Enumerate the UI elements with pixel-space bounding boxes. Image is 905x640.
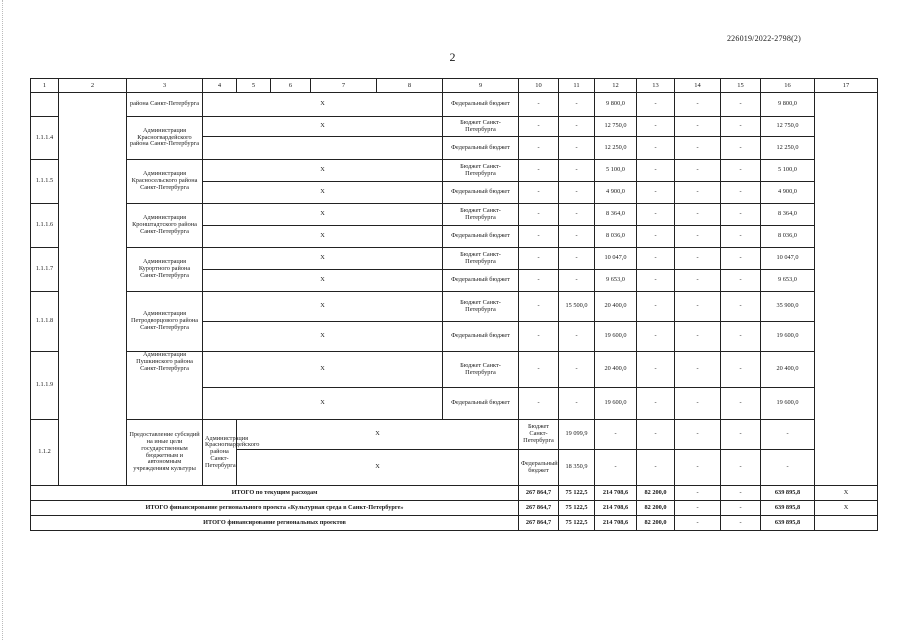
x-mark: X [815,486,878,501]
x-mark: X [203,292,443,322]
budget-source: Бюджет Санкт-Петербурга [443,204,519,226]
value-cell: - [559,352,595,388]
col-header: 10 [519,79,559,93]
col-header: 3 [127,79,203,93]
value-cell: 20 400,0 [595,352,637,388]
col-header: 14 [675,79,721,93]
budget-source: Бюджет Санкт-Петербурга [443,160,519,182]
total-value: 82 200,0 [637,486,675,501]
x-mark: X [203,352,443,388]
total-value: 639 895,8 [761,501,815,516]
item-number: 1.1.2 [31,420,59,486]
value-cell: - [559,117,595,137]
value-cell: - [519,204,559,226]
budget-source: Федеральный бюджет [443,93,519,117]
col-header: 11 [559,79,595,93]
budget-source: Федеральный бюджет [443,388,519,420]
value-cell: - [637,292,675,322]
value-cell: - [721,182,761,204]
value-cell: - [675,352,721,388]
x-mark: X [237,450,519,486]
table-row [31,420,878,450]
value-cell: - [761,450,815,486]
total-value: - [675,501,721,516]
value-cell: 20 400,0 [761,352,815,388]
org-cell: Администрация Петродворцового района Санкт-Петербурга [127,292,203,352]
value-cell: - [519,117,559,137]
table-row [31,117,878,137]
empty-cell [815,516,878,531]
col-header: 2 [59,79,127,93]
total-value: 267 864,7 [519,516,559,531]
value-cell: - [637,270,675,292]
total-value: 82 200,0 [637,516,675,531]
item-number: 1.1.1.5 [31,160,59,204]
value-cell: 12 250,0 [595,137,637,160]
x-mark: X [237,420,519,450]
total-value: 639 895,8 [761,486,815,501]
value-cell: 19 600,0 [761,388,815,420]
total-value: 75 122,5 [559,516,595,531]
value-cell: - [675,182,721,204]
value-cell: 9 800,0 [761,93,815,117]
value-cell: - [519,182,559,204]
x-mark [203,137,443,160]
value-cell: - [637,117,675,137]
value-cell: - [721,117,761,137]
value-cell: 12 750,0 [595,117,637,137]
value-cell: - [675,450,721,486]
value-cell: - [675,117,721,137]
budget-source: Федеральный бюджет [443,322,519,352]
x-mark: X [203,226,443,248]
col-header: 8 [377,79,443,93]
value-cell: 20 400,0 [595,292,637,322]
value-cell: - [637,182,675,204]
col-header: 7 [311,79,377,93]
value-cell: - [559,182,595,204]
value-cell: - [721,204,761,226]
col-header: 17 [815,79,878,93]
total-value: 75 122,5 [559,486,595,501]
value-cell: 19 600,0 [761,322,815,352]
x-mark: X [203,117,443,137]
value-cell: - [519,226,559,248]
col-header: 9 [443,79,519,93]
total-value: 214 708,6 [595,516,637,531]
value-cell: - [559,322,595,352]
value-cell: 8 036,0 [761,226,815,248]
value-cell: - [675,248,721,270]
col-header: 6 [271,79,311,93]
value-cell: - [721,137,761,160]
value-cell: - [675,292,721,322]
value-cell: - [559,204,595,226]
value-cell: - [761,420,815,450]
total-value: - [675,486,721,501]
item-number: 1.1.1.8 [31,292,59,352]
budget-source: Федеральный бюджет [443,182,519,204]
org-cell: Администрация Пушкинского района Санкт-Петербурга [127,352,203,420]
org-cell: Администрация Красногвардейского района Санкт-Петербурга [127,117,203,160]
x-mark: X [203,322,443,352]
value-cell: 19 099,9 [559,420,595,450]
value-cell: - [721,248,761,270]
table-row [31,248,878,270]
value-cell: 4 900,0 [595,182,637,204]
value-cell: - [721,352,761,388]
org-cell: Администрация Красносельского района Санкт-Петербурга [127,160,203,204]
table-row [31,352,878,388]
value-cell: - [637,450,675,486]
x-mark: X [815,501,878,516]
col-header: 1 [31,79,59,93]
value-cell: - [559,248,595,270]
column-number-row [31,79,878,93]
item-number: 1.1.1.9 [31,352,59,420]
value-cell: 8 364,0 [761,204,815,226]
value-cell: - [637,160,675,182]
value-cell: - [721,450,761,486]
total-value: - [675,516,721,531]
budget-source: Бюджет Санкт-Петербурга [443,117,519,137]
value-cell: - [559,93,595,117]
org-cell: Администрация Кронштадтского района Санкт-Петербурга [127,204,203,248]
value-cell: - [559,160,595,182]
value-cell: 9 653,0 [761,270,815,292]
value-cell: 15 500,0 [559,292,595,322]
value-cell: - [637,248,675,270]
total-value: 75 122,5 [559,501,595,516]
value-cell: - [637,322,675,352]
value-cell: - [675,93,721,117]
value-cell: - [637,226,675,248]
value-cell: - [637,420,675,450]
org-cell: района Санкт-Петербурга [127,93,203,117]
x-mark: X [203,270,443,292]
value-cell: - [595,450,637,486]
budget-table [30,78,878,531]
budget-source: Бюджет Санкт-Петербурга [443,292,519,322]
value-cell: 9 653,0 [595,270,637,292]
value-cell: - [519,93,559,117]
desc-cell: Предоставление субсидий на иные цели государственным бюджетным и автономным учреждениям культуры [127,420,203,486]
value-cell: 4 900,0 [761,182,815,204]
value-cell: 10 047,0 [595,248,637,270]
col-header: 15 [721,79,761,93]
value-cell: 12 750,0 [761,117,815,137]
value-cell: - [559,388,595,420]
x-mark: X [203,93,443,117]
budget-source: Федеральный бюджет [519,450,559,486]
total-value: 214 708,6 [595,501,637,516]
col-header: 13 [637,79,675,93]
col-header: 5 [237,79,271,93]
value-cell: - [721,388,761,420]
table-row [31,160,878,182]
x-mark: X [203,182,443,204]
col-header: 12 [595,79,637,93]
value-cell: 35 900,0 [761,292,815,322]
table-row [31,204,878,226]
value-cell: - [637,137,675,160]
total-value: 267 864,7 [519,486,559,501]
value-cell: - [721,160,761,182]
budget-source: Бюджет Санкт-Петербурга [443,352,519,388]
value-cell: - [519,270,559,292]
x-mark: X [203,204,443,226]
value-cell: - [675,322,721,352]
x-mark: X [203,388,443,420]
value-cell: - [675,226,721,248]
total-label: ИТОГО по текущим расходам [31,486,519,501]
x-mark: X [203,248,443,270]
item-number: 1.1.1.7 [31,248,59,292]
value-cell: - [637,352,675,388]
value-cell: - [721,93,761,117]
value-cell: 12 250,0 [761,137,815,160]
value-cell: - [675,420,721,450]
page-number: 2 [449,50,456,64]
value-cell: 18 350,9 [559,450,595,486]
budget-source: Бюджет Санкт-Петербурга [519,420,559,450]
budget-source: Федеральный бюджет [443,226,519,248]
value-cell: - [721,322,761,352]
value-cell: - [637,93,675,117]
table-row [31,292,878,322]
total-label: ИТОГО финансирование регионального проекта «Культурная среда в Санкт-Петербурге» [31,501,519,516]
value-cell: 9 800,0 [595,93,637,117]
org-cell: Администрация Курортного района Санкт-Петербурга [127,248,203,292]
value-cell: 5 100,0 [761,160,815,182]
value-cell: - [721,292,761,322]
col-header: 16 [761,79,815,93]
value-cell: - [675,388,721,420]
total-row [31,486,878,501]
total-value: - [721,516,761,531]
value-cell: 8 036,0 [595,226,637,248]
org-cell: Администрация Красногвардейского района Санкт-Петербурга [203,420,237,486]
value-cell: - [519,352,559,388]
value-cell: - [519,160,559,182]
value-cell: - [559,226,595,248]
document-id: 226019/2022-2798(2) [726,34,801,43]
total-value: 267 864,7 [519,501,559,516]
x-mark: X [203,160,443,182]
value-cell: - [675,160,721,182]
value-cell: 19 600,0 [595,322,637,352]
value-cell: - [675,137,721,160]
budget-source: Федеральный бюджет [443,137,519,160]
value-cell: - [559,270,595,292]
total-row [31,501,878,516]
total-label: ИТОГО финансирование региональных проектов [31,516,519,531]
value-cell: - [721,270,761,292]
budget-source: Бюджет Санкт-Петербурга [443,248,519,270]
value-cell: - [559,137,595,160]
item-number: 1.1.1.6 [31,204,59,248]
value-cell: 10 047,0 [761,248,815,270]
total-value: 82 200,0 [637,501,675,516]
total-row [31,516,878,531]
value-cell: - [721,226,761,248]
value-cell: - [637,388,675,420]
item-number: 1.1.1.4 [31,117,59,160]
value-cell: 19 600,0 [595,388,637,420]
value-cell: - [675,270,721,292]
value-cell: - [519,137,559,160]
value-cell: 5 100,0 [595,160,637,182]
value-cell: - [519,322,559,352]
budget-source: Федеральный бюджет [443,270,519,292]
scan-margin-line [2,0,4,640]
value-cell: - [519,292,559,322]
total-value: 214 708,6 [595,486,637,501]
value-cell: - [595,420,637,450]
value-cell: - [519,248,559,270]
value-cell: - [637,204,675,226]
value-cell: - [675,204,721,226]
value-cell: 8 364,0 [595,204,637,226]
total-value: - [721,501,761,516]
table-row [31,93,878,117]
value-cell: - [519,388,559,420]
total-value: 639 895,8 [761,516,815,531]
col-header: 4 [203,79,237,93]
value-cell: - [721,420,761,450]
total-value: - [721,486,761,501]
